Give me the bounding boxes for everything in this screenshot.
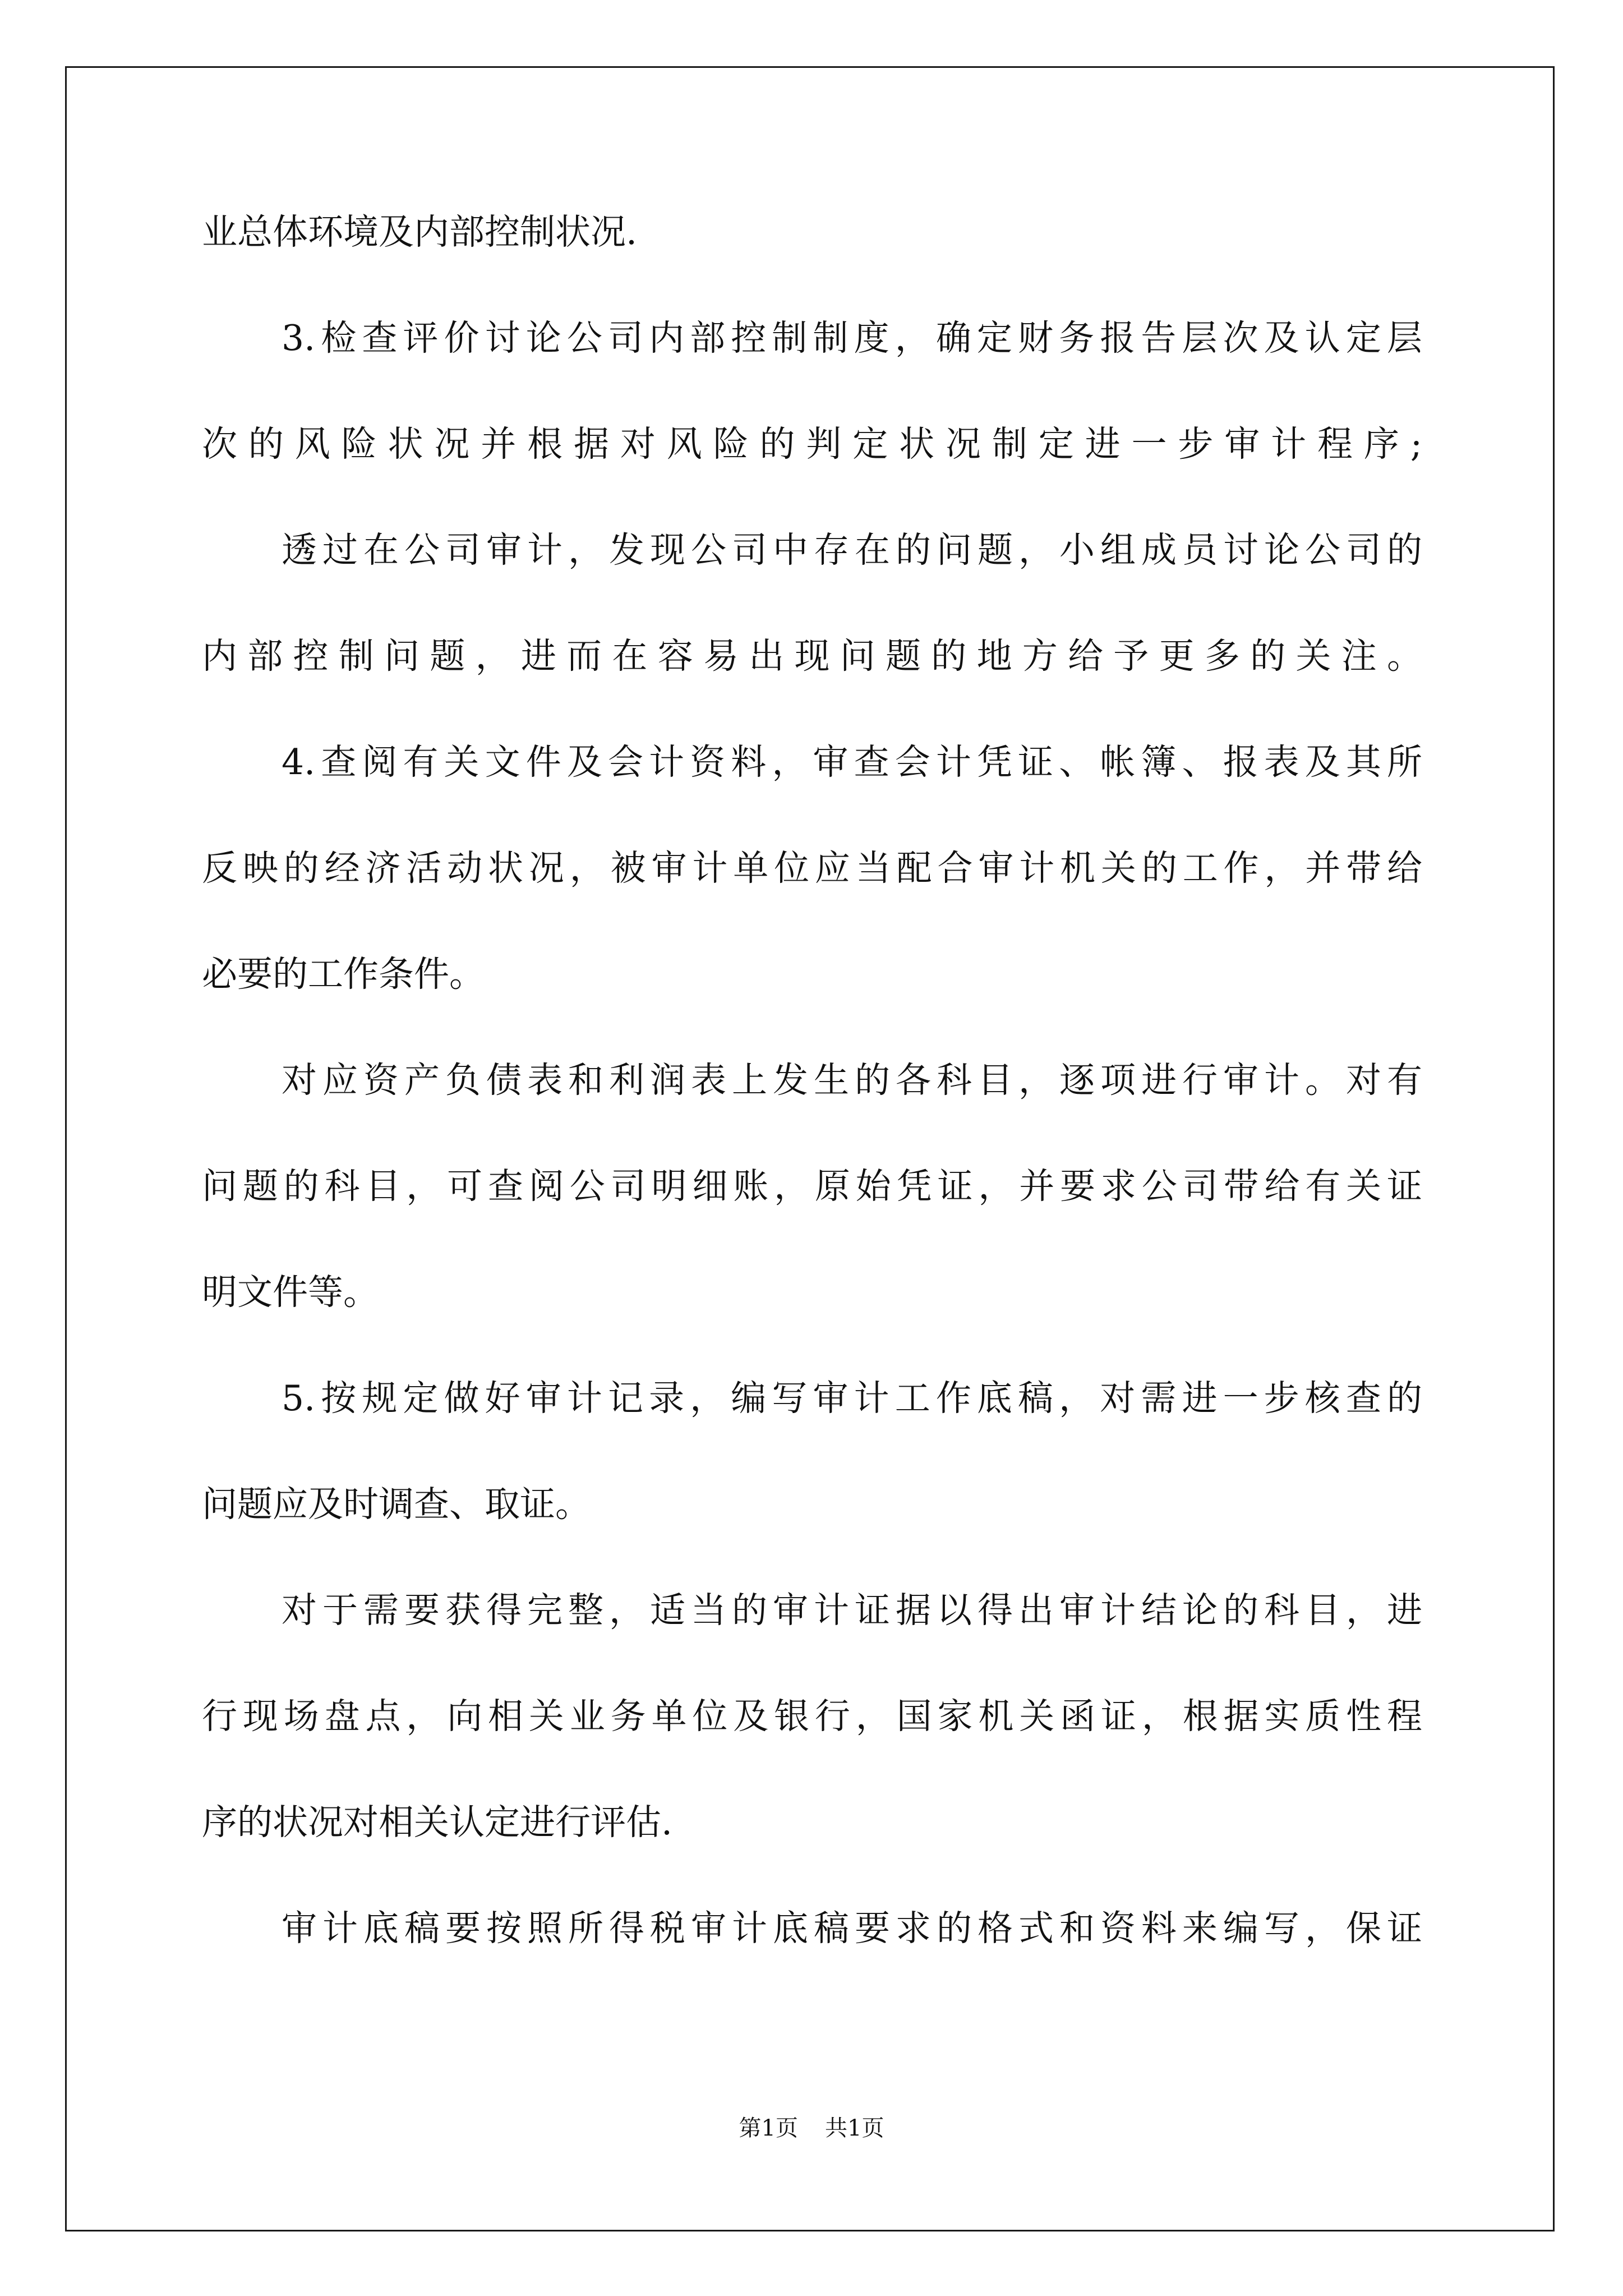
page-number: 第1页 xyxy=(739,2115,798,2141)
text-line: 对应资产负债表和利润表上发生的各科目，逐项进行审计。对有 xyxy=(282,1060,1422,1101)
text-line: 内部控制问题，进而在容易出现问题的地方给予更多的关注。 xyxy=(202,636,1422,677)
text-line: 审计底稿要按照所得税审计底稿要求的格式和资料来编写，保证 xyxy=(282,1908,1422,1949)
text-line: 4.查阅有关文件及会计资料，审查会计凭证、帐簿、报表及其所 xyxy=(282,742,1422,783)
text-line: 次的风险状况并根据对风险的判定状况制定进一步审计程序; xyxy=(202,424,1422,464)
text-line: 业总体环境及内部控制状况. xyxy=(202,211,638,252)
text-line: 反映的经济活动状况，被审计单位应当配合审计机关的工作，并带给 xyxy=(202,848,1422,889)
page-total: 共1页 xyxy=(825,2115,884,2141)
text-line: 必要的工作条件。 xyxy=(202,954,485,995)
text-line: 问题应及时调查、取证。 xyxy=(202,1484,591,1525)
text-line: 明文件等。 xyxy=(202,1272,379,1313)
text-line: 5.按规定做好审计记录，编写审计工作底稿，对需进一步核查的 xyxy=(282,1378,1422,1419)
text-line: 3.检查评价讨论公司内部控制制度，确定财务报告层次及认定层 xyxy=(282,318,1422,358)
text-line: 对于需要获得完整，适当的审计证据以得出审计结论的科目，进 xyxy=(282,1590,1422,1631)
text-line: 透过在公司审计，发现公司中存在的问题，小组成员讨论公司的 xyxy=(282,530,1422,570)
text-line: 序的状况对相关认定进行评估. xyxy=(202,1802,673,1843)
page-footer xyxy=(0,2114,1623,2142)
text-line: 问题的科目，可查阅公司明细账，原始凭证，并要求公司带给有关证 xyxy=(202,1166,1422,1207)
text-line: 行现场盘点，向相关业务单位及银行，国家机关函证，根据实质性程 xyxy=(202,1696,1422,1737)
